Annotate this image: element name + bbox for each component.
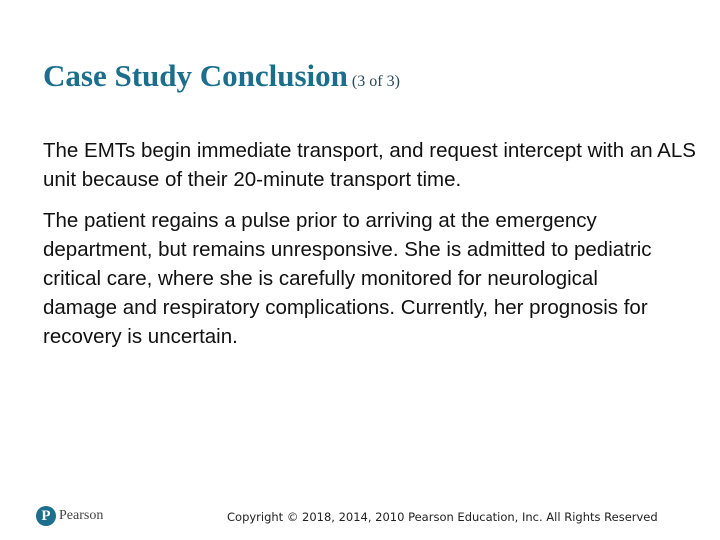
slide-title (43, 58, 400, 94)
pearson-logo-icon: P (36, 506, 56, 526)
pearson-logo (36, 506, 103, 526)
copyright-notice: Copyright © 2018, 2014, 2010 Pearson Education, Inc. All Rights Reserved (227, 510, 658, 524)
pearson-logo-text: Pearson (59, 508, 104, 523)
slide-title-suffix: (3 of 3) (351, 73, 400, 90)
paragraph-transport: The EMTs begin immediate transport, and request intercept with an ALS unit because of their 20-minute transport time. (43, 139, 696, 191)
paragraph-outcome: The patient regains a pulse prior to arriving at the emergency department, but remains unresponsive. She is admitted to pediatric critical care, where she is carefully monitored for neurological damage and respiratory complications. Currently, her prognosis for recovery is uncertain. (43, 209, 652, 348)
slide-title-text: Case Study Conclusion (43, 58, 348, 93)
